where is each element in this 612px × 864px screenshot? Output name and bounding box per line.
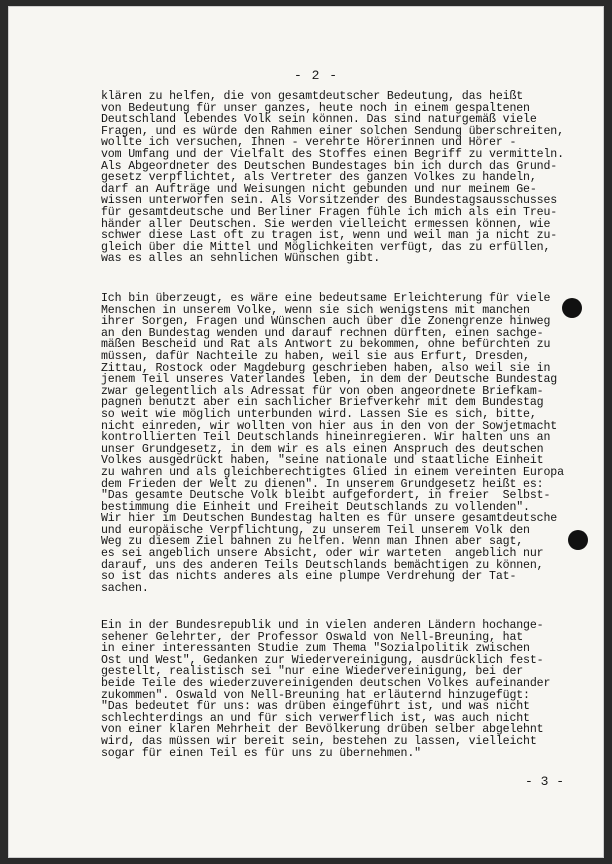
text-line: sehener Gelehrter, der Professor Oswald von Nell-Breuning, hat xyxy=(101,630,524,644)
document-page xyxy=(8,6,604,858)
text-line: an den Bundestag wenden und darauf rechnen dürften, einen sachge- xyxy=(101,326,544,340)
text-line: "Das bedeutet für uns: was drüben eingeführt ist, und was nicht xyxy=(101,700,530,714)
text-line: pagnen benutzt aber ein sachlicher Briefverkehr mit dem Bundestag xyxy=(101,396,544,410)
text-line: Deutschland lebendes Volk sein können. Das sind naturgemäß viele xyxy=(101,113,537,127)
text-line: in einer interessanten Studie zum Thema "Sozialpolitik zwischen xyxy=(101,642,530,656)
text-line: müssen, dafür Nachteile zu haben, weil sie aus Erfurt, Dresden, xyxy=(101,349,530,363)
text-line: klären zu helfen, die von gesamtdeutscher Bedeutung, das heißt xyxy=(101,90,524,103)
text-line: sogar für einen Teil es für uns zu übernehmen." xyxy=(101,746,421,760)
text-line: ihrer Sorgen, Fragen und Wünschen auch über die Zonengrenze hinweg xyxy=(101,315,551,329)
text-line: zu wahren und als gleichberechtigtes Glied in einem vereinten Europa xyxy=(101,465,564,479)
page-number: - 2 - xyxy=(294,68,339,83)
text-line: zukommen". Oswald von Nell-Breuning hat erläuternd hinzugefügt: xyxy=(101,688,530,702)
text-line: Wir hier im Deutschen Bundestag halten es für unsere gesamtdeutsche xyxy=(101,512,558,526)
text-line: nicht einreden, wir wollten von hier aus in den von der Sowjetmacht xyxy=(101,419,558,433)
text-line: darauf, uns des anderen Teils Deutschlands bemächtigen zu können, xyxy=(101,558,544,572)
text-line: beide Teile des wiederzuvereinigenden deutschen Volkes aufeinander xyxy=(101,676,551,690)
text-line: darf an Aufträge und Weisungen nicht gebunden und nur meinem Ge- xyxy=(101,182,537,196)
text-line: wird, das müssen wir bereit sein, bestehen zu lassen, vielleicht xyxy=(101,734,537,748)
paragraph-1 xyxy=(101,91,589,265)
text-line: Zittau, Rostock oder Magdeburg geschrieben haben, also weil sie in xyxy=(101,361,551,375)
text-line: von Bedeutung für unser ganzes, heute noch in einem gespaltenen xyxy=(101,101,530,115)
text-line: händer aller Deutschen. Sie werden vielleicht ermessen können, wie xyxy=(101,217,551,231)
text-line: "Das gesamte Deutsche Volk bleibt aufgefordert, in freier Selbst- xyxy=(101,489,551,503)
text-line: Ich bin überzeugt, es wäre eine bedeutsame Erleichterung für viele xyxy=(101,292,551,305)
text-line: unser Grundgesetz, in dem wir es als einen Anspruch des deutschen xyxy=(101,442,544,456)
text-line: bestimmung die Einheit und Freiheit Deutschlands zu vollenden". xyxy=(101,500,530,514)
punch-hole-bottom xyxy=(568,530,588,550)
text-line: so weit wie möglich unterbunden wird. Lassen Sie es sich, bitte, xyxy=(101,407,537,421)
paragraph-3 xyxy=(101,620,589,759)
text-line: Ost und West", Gedanken zur Wiedervereinigung, ausdrücklich fest- xyxy=(101,653,544,667)
text-line: zwar gelegentlich als Adressat für von oben angeordnete Briefkam- xyxy=(101,384,544,398)
text-line: Weg zu diesem Ziel bahnen zu helfen. Wenn man Ihnen aber sagt, xyxy=(101,535,524,549)
paragraph-2 xyxy=(101,293,589,594)
text-line: wollte ich versuchen, Ihnen - verehrte Hörerinnen und Hörer - xyxy=(101,136,517,150)
text-line: Fragen, und es würde den Rahmen einer solchen Sendung überschreiten, xyxy=(101,124,564,138)
text-line: vom Umfang und der Vielfalt des Stoffes einen Begriff zu vermitteln. xyxy=(101,147,564,161)
text-line: sachen. xyxy=(101,581,149,595)
text-line: schlechterdings an und für sich verwerflich ist, was auch nicht xyxy=(101,711,530,725)
text-line: und europäische Verpflichtung, zu unserem Teil unserem Volk den xyxy=(101,523,530,537)
text-line: Als Abgeordneter des Deutschen Bundestages bin ich durch das Grund- xyxy=(101,159,558,173)
text-line: schwer diese Last oft zu tragen ist, wenn und weil man ja nicht zu- xyxy=(101,229,558,243)
next-page-marker: - 3 - xyxy=(525,774,565,789)
text-line: von einer klaren Mehrheit der Bevölkerung drüben selber abgelehnt xyxy=(101,723,544,737)
text-line: gesetz verpflichtet, als Vertreter des ganzen Volkes zu handeln, xyxy=(101,171,537,185)
text-line: Menschen in unserem Volke, wenn sie sich wenigstens mit manchen xyxy=(101,303,530,317)
text-line: für gesamtdeutsche und Berliner Fragen fühle ich mich als ein Treu- xyxy=(101,205,558,219)
text-line: gestellt, realistisch sei "nur eine Wiedervereinigung, bei der xyxy=(101,665,524,679)
text-line: wissen unterworfen sein. Als Vorsitzender des Bundestagsausschusses xyxy=(101,194,558,208)
text-line: Volkes ausgedrückt haben, "seine nationale und staatliche Einheit xyxy=(101,454,544,468)
text-line: was es alles an sehnlichen Wünschen gibt. xyxy=(101,252,381,266)
text-line: mäßen Bescheid und Rat als Antwort zu bekommen, ohne befürchten zu xyxy=(101,338,551,352)
punch-hole-top xyxy=(562,298,582,318)
text-line: es sei angeblich unsere Absicht, oder wir warteten angeblich nur xyxy=(101,547,544,561)
text-line: so ist das nichts anderes als eine plumpe Verdrehung der Tat- xyxy=(101,570,517,584)
text-line: dem Frieden der Welt zu dienen". In unserem Grundgesetz heißt es: xyxy=(101,477,544,491)
text-line: gleich über die Mittel und Möglichkeiten verfügt, das zu erfüllen, xyxy=(101,240,551,254)
text-line: kontrollierten Teil Deutschlands hineinregieren. Wir halten uns an xyxy=(101,431,551,445)
text-line: Ein in der Bundesrepublik und in vielen anderen Ländern hochange- xyxy=(101,619,544,632)
text-line: jenem Teil unseres Vaterlandes leben, in dem der Deutsche Bundestag xyxy=(101,373,558,387)
